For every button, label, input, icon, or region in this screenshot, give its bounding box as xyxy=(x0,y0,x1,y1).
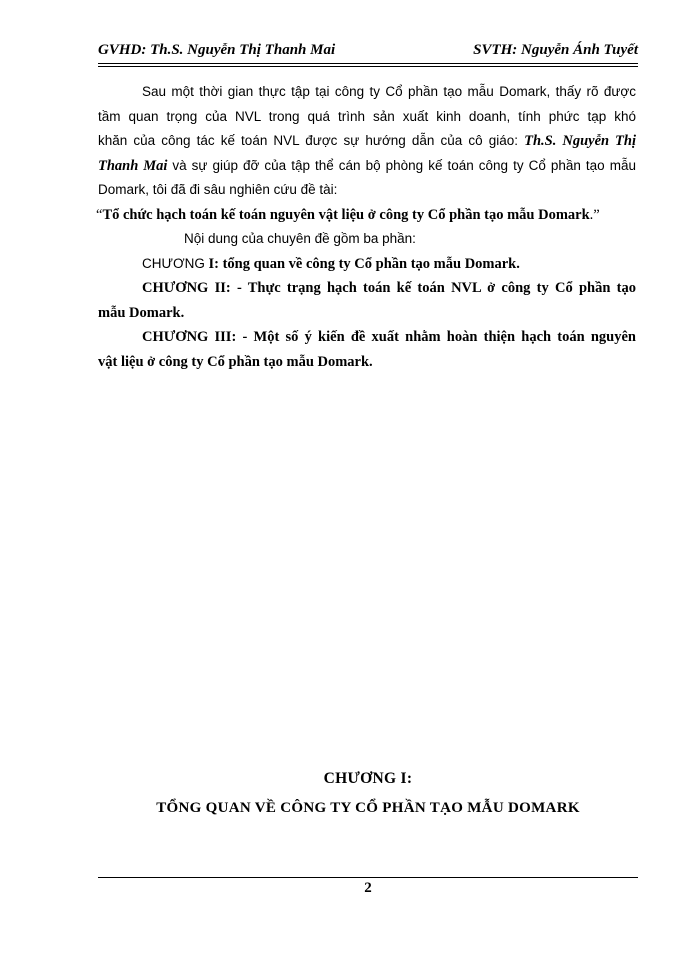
supervisor-name-part1: Th.S. Nguyễn Thị xyxy=(524,133,636,149)
header-rule xyxy=(98,63,638,64)
outline-chapter-1 xyxy=(98,252,636,277)
outline-chapter-3-line-1: CHƯƠNG III: - Một số ý kiến đề xuất nhằm hoàn thiện hạch toán nguyên xyxy=(142,329,636,345)
chapter-heading: CHƯƠNG I: xyxy=(323,770,413,787)
outline-chapter-2-line-1: CHƯƠNG II: - Thực trạng hạch toán kế toán NVL ở công ty Cổ phần tạo xyxy=(142,280,636,296)
outline-chapter-3-line-2: vật liệu ở công ty Cổ phần tạo mẫu Domark. xyxy=(98,353,373,370)
intro-line-2: tầm quan trọng của NVL trong quá trình sản xuất kinh doanh, tính phức tạp khó xyxy=(98,108,636,124)
topic-title: Tổ chức hạch toán kế toán nguyên vật liệu ở công ty Cổ phần tạo mẫu Domark xyxy=(102,206,590,223)
outline-intro: Nội dung của chuyên đề gồm ba phần: xyxy=(184,231,416,246)
supervisor-name-part2: Thanh Mai xyxy=(98,157,168,174)
chapter-1-label: CHƯƠNG xyxy=(142,255,205,271)
header-rule-double xyxy=(98,66,638,67)
intro-line-4-text: và sự giúp đỡ của tập thể cán bộ phòng kế toán công ty Cổ phần tạo mẫu xyxy=(172,157,636,173)
outline-chapter-2-line-2: mẫu Domark. xyxy=(98,304,185,321)
page-header xyxy=(98,40,638,64)
footer-rule xyxy=(98,877,638,878)
intro-line-1: Sau một thời gian thực tập tại công ty Cổ phần tạo mẫu Domark, thấy rõ được xyxy=(142,84,636,99)
intro-line-5: Domark, tôi đã đi sâu nghiên cứu đề tài: xyxy=(98,182,338,197)
document-body xyxy=(98,80,636,374)
topic-open-quote: “ xyxy=(96,206,103,223)
header-supervisor: GVHD: Th.S. Nguyễn Thị Thanh Mai xyxy=(98,42,336,58)
chapter-subheading: TỔNG QUAN VỀ CÔNG TY CỔ PHẦN TẠO MẪU DOMARK xyxy=(156,800,580,816)
intro-line-4 xyxy=(98,154,636,179)
page-number: 2 xyxy=(364,880,372,896)
topic-close-quote: .” xyxy=(589,206,600,223)
topic-line xyxy=(96,203,636,228)
chapter-1-text: I: tổng quan về công ty Cổ phần tạo mẫu Domark. xyxy=(208,255,520,272)
intro-line-3 xyxy=(98,129,636,154)
intro-line-3-text: khăn của công tác kế toán NVL được sự hướng dẫn của cô giáo: xyxy=(98,133,519,148)
header-student: SVTH: Nguyễn Ánh Tuyết xyxy=(473,42,638,58)
